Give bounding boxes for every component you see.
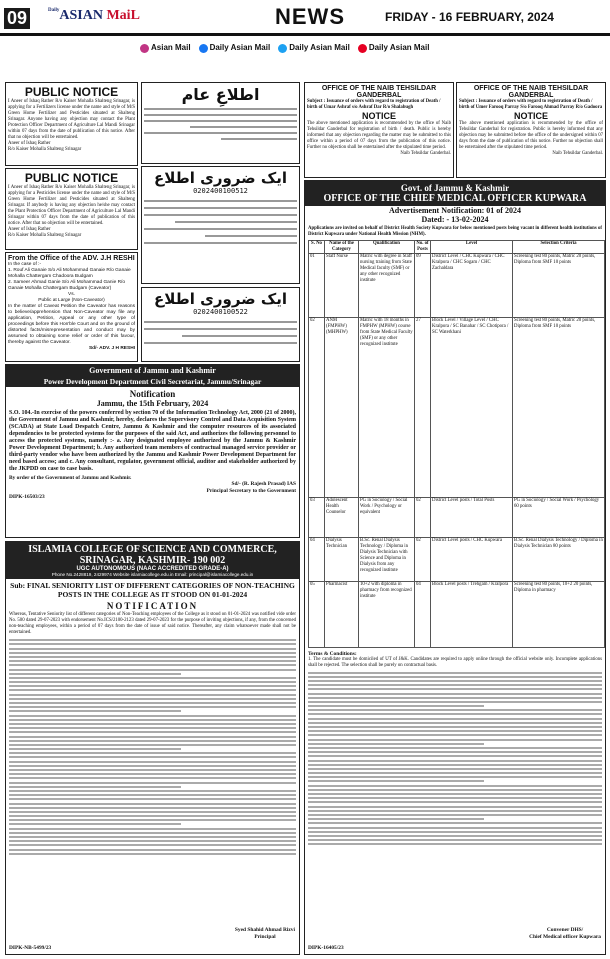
notification-body: S.O. 104.-In exercise of the powers conferred by section 70 of the Information Technology Act, 2000 (21 of 2000), the Government of Jammu and Kashmir, hereby, declares the Supervisory Control and Data Acquisition System (SCADA) at State Load Despatch Centre, Jammu & Kashmir and the computer resources of its associated dependencies to be protected systems for the purposes of the said Act, and authorizes the following personnel to access the protected systems, namely :- a. Any designated employee authorized by the Jammu & Kashmir Power Development Department; b. Any authorized team members of contractual managed service provider or third-party vendor who have been authorized by the Jammu and Kashmir Power Development Department for need based access; and c. Any consultant, regulator, government official, auditor and stakeholder authorized by the JKPDD on case to case basis.	[9, 410, 296, 472]
table-cell: Matric with 18 months in FMPHW (MPHW) course from State Medical Faculty (SMF) or any other recognized institute	[359, 318, 415, 498]
table-cell: Screening test 80 points, 10+2 20 points, Diploma in pharmacy	[513, 582, 605, 648]
text-line	[9, 677, 296, 679]
notice-subject: Subject : Issuance of orders with regard to registration of Death / birth of Umer Farooq Parray S/o Farooq Ahmad Parray R/o Gadoora	[459, 99, 603, 110]
notice-number: 0202400100512	[193, 187, 248, 195]
notice-title: PUBLIC NOTICE	[24, 85, 119, 99]
table-cell: 04	[309, 538, 325, 582]
table-cell: 05	[309, 582, 325, 648]
text-line	[9, 694, 296, 696]
table-cell: 01	[309, 254, 325, 318]
advertisement-date: Dated: - 13-02-2024	[421, 215, 489, 224]
text-line	[9, 673, 181, 675]
text-line	[9, 710, 181, 712]
notice-title: ایک ضروری اطلاع	[153, 169, 287, 187]
text-line	[9, 756, 296, 758]
text-line	[9, 727, 296, 729]
notice-title: اطلاعِ عام	[181, 85, 260, 104]
social-item[interactable]: Daily Asian Mail	[358, 43, 430, 52]
notice-sign-address: R/o Kaiser Mohalla Shalteng Srinagar	[8, 233, 82, 238]
text-line	[9, 823, 181, 825]
table-cell: Pharmacist	[325, 582, 359, 648]
table-row	[309, 254, 605, 318]
notice-number: 0202400100522	[193, 308, 248, 316]
table-cell: 03	[309, 498, 325, 538]
text-line	[9, 752, 296, 754]
text-line	[308, 768, 602, 770]
text-line	[9, 798, 296, 800]
text-line	[308, 793, 602, 795]
table-header-row	[309, 241, 605, 254]
case-label: In the case of :-	[8, 262, 42, 267]
text-line	[9, 815, 296, 817]
text-line	[9, 844, 296, 846]
table-cell: 02	[415, 498, 431, 538]
text-line	[308, 739, 602, 741]
section-title: NEWS	[275, 4, 345, 29]
office-title: OFFICE OF THE CHIEF MEDICAL OFFICER KUPWARA	[323, 193, 587, 204]
text-line	[308, 827, 602, 829]
notice-subject: Subject : Issuance of orders with regard to registration of Death / birth of Umar Ashraf s/o Ashraf Dar R/o Shalabugh	[307, 99, 441, 110]
page-number: 09	[4, 8, 30, 29]
notice-sign: Sd/- ADV. J H RESHI	[88, 346, 135, 351]
text-line	[9, 794, 296, 796]
closing-block	[235, 927, 295, 940]
advertisement-number: Advertisement Notification: 01 of 2024	[389, 206, 521, 215]
header-rule	[0, 33, 610, 36]
text-line	[9, 748, 181, 750]
text-line	[308, 835, 602, 837]
sign-title: Chief Medical officer Kupwara	[529, 933, 601, 940]
social-item[interactable]: Daily Asian Mail	[199, 43, 271, 52]
column-header: Qualification	[359, 241, 415, 254]
text-line	[9, 828, 296, 830]
text-line	[308, 734, 602, 736]
text-line	[308, 806, 602, 808]
sign-title: Principal Secretary to the Government	[206, 487, 296, 494]
order-line: By order of the Government of Jammu and Kashmir.	[9, 475, 132, 481]
notice-sign: Naib Tehsildar Ganderbal.	[400, 151, 451, 156]
text-line	[308, 676, 602, 678]
text-line	[9, 744, 296, 746]
text-line	[308, 672, 602, 674]
terms-heading: Terms & Conditions:	[308, 651, 357, 657]
public-notice-1	[5, 82, 138, 166]
text-line	[9, 769, 296, 771]
cmo-kupwara-advertisement	[304, 180, 606, 955]
text-line	[308, 680, 602, 682]
respondent: Public at Large (Non-Caveator)	[38, 298, 105, 303]
text-line	[9, 639, 296, 641]
text-line	[9, 681, 296, 683]
dipk-number: DIPK-16405/23	[308, 944, 344, 951]
gov-title: Government of Jammu and Kashmir	[6, 365, 299, 376]
text-line	[308, 730, 602, 732]
social-item[interactable]: Asian Mail	[140, 43, 191, 52]
public-notice-2	[5, 168, 138, 250]
text-line	[308, 764, 602, 766]
text-line	[308, 801, 602, 803]
notice-body: The above mentioned application is recommended by the office of Naib Tehsildar Ganderbal for registration of birth / death. Public is hereby informed that any objection regarding the matter may be submitted to this office within a period of 07 days from the publication of this notice. Further no objection shall be entertained after the stipulated time period.	[307, 121, 451, 150]
text-line	[308, 722, 602, 724]
table-cell: 10+2 with diploma in pharmacy from recognized institute	[359, 582, 415, 648]
text-line	[308, 755, 602, 757]
table-cell: District Level posts / Total Posts	[431, 498, 513, 538]
text-line	[9, 740, 296, 742]
text-line	[9, 832, 296, 834]
office-title: OFFICE OF THE NAIB TEHSILDAR GANDERBAL	[321, 85, 437, 99]
college-status: UGC AUTONOMOUS (NAAC ACCREDITED GRADE-A)	[76, 566, 229, 572]
notice-sign-address: R/o Kaiser Mohalla Shalteng Srinagar	[8, 147, 82, 152]
tehsildar-notice-2	[456, 82, 606, 178]
social-bar	[140, 40, 470, 56]
notice-title: NOTICE	[361, 111, 396, 121]
text-line	[9, 786, 181, 788]
text-line	[9, 849, 296, 851]
table-cell: PG in Sociology / Social Work / Psychology or equivalent	[359, 498, 415, 538]
text-line	[308, 726, 602, 728]
dipk-number: DIPK-NB-5499/23	[9, 944, 52, 951]
text-line	[9, 656, 296, 658]
masthead	[4, 2, 154, 32]
text-line	[9, 689, 296, 691]
terms-body: 1. The candidate must be domiciled of UT of J&K. Candidates are required to apply online through the official website only. Incomplete applications shall be rejected. The selection shall be purely on contractual basis.	[308, 657, 602, 669]
party-2: 2. Sameer Ahmad Ganie S/o Ali Mohammad Ganie R/o Ganaie Mohalla Chattergam Budgam (Caveator)	[8, 280, 126, 291]
facebook-icon	[199, 44, 208, 53]
text-line	[9, 652, 296, 654]
text-line	[9, 765, 296, 767]
table-row	[309, 582, 605, 648]
text-line	[308, 772, 602, 774]
table-row	[309, 318, 605, 498]
table-cell: PG in Sociology / Social Work / Psychology 60 points	[513, 498, 605, 538]
text-line	[308, 751, 602, 753]
text-line	[308, 718, 602, 720]
islamia-college-notification	[5, 541, 300, 955]
social-item[interactable]: Daily Asian Mail	[278, 43, 350, 52]
notice-body: I Aneer of Ishaq Rather R/o Kaiser Mohalla Shalteng Srinagar, is applying for a Fertilizers license under the name and style of M/S Green Home Fertilizer and Pesticides situated at Shalteng Srinagar. Anyone having any objection may contact the Plant Protection Officer Department of Agriculture Lal Mandi Srinagar within 07 days from the date of publication of this notice. After that no objection will be entertained.	[8, 99, 135, 140]
text-line	[9, 731, 296, 733]
table-cell: Block Level posts / Trehgam / Kralpora	[431, 582, 513, 648]
text-line	[308, 743, 484, 745]
column-header: Name of the Category	[325, 241, 359, 254]
text-line	[308, 780, 484, 782]
text-line	[9, 836, 296, 838]
text-line	[9, 669, 296, 671]
text-line	[308, 697, 602, 699]
column-header: No. of Posts	[416, 241, 429, 252]
table-cell: Staff Nurse	[325, 254, 359, 318]
column-header: S. No	[309, 241, 325, 254]
posts-table	[308, 240, 605, 648]
text-line	[308, 843, 602, 845]
text-line	[9, 811, 296, 813]
table-cell: Matric with degree in Staff nursing training from State Medical faculty (SMF) or any other recognized institute	[359, 254, 415, 318]
table-cell: 04	[415, 582, 431, 648]
section-heading: NOTIFICATION	[106, 601, 199, 611]
text-line	[9, 773, 296, 775]
closing-block	[529, 927, 601, 940]
text-line	[9, 664, 296, 666]
text-line	[9, 698, 296, 700]
sign-name: Syed Shahid Ahmad Rizvi	[234, 927, 295, 934]
text-line	[9, 643, 296, 645]
notice-title: From the Office of the ADV. J.H RESHI	[8, 255, 135, 262]
text-line	[9, 790, 296, 792]
notice-body: In the matter of Caveat Petition the Caveator has reasons to believe/apprehension that Non-Caveator may file any application, Petition, Appeal or any other type of proceedings before this Hon'ble Court and on the ground of distorted facts/misrepresentation and conduct may by assumed to obtaining some relief or order of this favour, thereby against the Caveator.	[8, 304, 135, 345]
party-1: 1. Rouf Ali Ganaie S/o Ali Mohammad Ganaie R/o Ganaie Mohalla Chattergam Chadoora Budgam	[8, 268, 131, 279]
power-dept-notification	[5, 364, 300, 538]
text-line	[9, 685, 296, 687]
sign-title: Principal	[254, 933, 276, 940]
urdu-notice-2	[141, 166, 300, 284]
text-line	[308, 785, 602, 787]
issue-date: FRIDAY - 16 FEBRUARY, 2024	[385, 10, 554, 24]
office-title: OFFICE OF THE NAIB TEHSILDAR GANDERBAL	[473, 85, 589, 99]
text-line	[9, 803, 296, 805]
column-header: Level	[431, 241, 513, 254]
text-line	[9, 807, 296, 809]
notice-title: ایک ضروری اطلاع	[153, 290, 287, 308]
text-line	[9, 853, 296, 855]
text-line	[9, 782, 296, 784]
column-header: Selection Criteria	[513, 241, 605, 254]
text-line	[9, 715, 296, 717]
table-cell: Dialysis Technician	[325, 538, 359, 582]
table-cell: 02	[415, 538, 431, 582]
table-cell: ANM (FMPHW) (MHPHW)	[325, 318, 359, 498]
table-row	[309, 538, 605, 582]
text-line	[308, 688, 602, 690]
text-line	[308, 814, 602, 816]
table-cell: Screening test 80 points, Matric 20 points, Diploma from SMF 10 points	[513, 254, 605, 318]
table-cell: District Level posts / CHC Kupwara	[431, 538, 513, 582]
tehsildar-notice-1	[304, 82, 454, 178]
text-line	[308, 776, 602, 778]
text-line	[308, 831, 602, 833]
table-cell: District Level / CHC Kupwara / CHC Kralpora / CHC Sogam / CHC Zachaldara	[431, 254, 513, 318]
dept-title: Power Development Department Civil Secretariat, Jammu/Srinagar	[6, 376, 299, 387]
pinterest-icon	[358, 44, 367, 53]
text-line	[308, 693, 602, 695]
subject-line: Sub: FINAL SENIORITY LIST OF DIFFERENT CATEGORIES OF NON-TEACHING POSTS IN THE COLLEGE AS IT STOOD ON 01-01-2024	[10, 581, 295, 599]
text-line	[308, 701, 602, 703]
text-line	[308, 713, 602, 715]
text-line	[308, 839, 602, 841]
advocate-caveat-notice	[5, 252, 138, 362]
notice-body: The above mentioned application is recommended by the office of Tehsildar Ganderbal for registration. Public is hereby informed that any objection may be submitted before the office of the undersigned within 07 days from the date of publication of this notice. Further no objection shall be entertained after the stipulated time period.	[459, 121, 603, 150]
notification-body: Whereas, Tentative Seniority list of different categories of Non-Teaching employees of the College as it stood on 01-01-2024 was notified vide order No. 500 dated 29-07-2023 with endorsement No.ICS/2100-2123 dated 29-07-2023 for the purpose of inviting objections, if any, from the concerned non-teaching employees, within a period of 07 days from the date of issue of said notice. Thereafter, any claim whatsoever made shall not be entertained.	[9, 612, 296, 635]
text-line	[308, 684, 602, 686]
text-line	[308, 818, 484, 820]
instagram-icon	[140, 44, 149, 53]
notice-body: I Aneer of Ishaq Rather R/o Kaiser Mohalla Shalteng Srinagar, is applying for a Pesticides license under the name and style of M/S Green Home Fertilizer and Pesticides situated at Shalteng Srinagar. If anybody is having any objection he/she may contact the Plant Protection Officer Department of Agriculture Lal Mandi Srinagar within 07 days from the date of publication of this notice. After that no objection will be entertained.	[8, 185, 135, 226]
table-cell: 27	[415, 318, 431, 498]
sign-name: Sd/- (R. Rajesh Prasad) IAS	[231, 481, 296, 488]
text-line	[308, 760, 602, 762]
text-line	[9, 706, 296, 708]
intro-text: Applications are invited on behalf of District Health Society Kupwara for below mentioned posts being vacant in different health institutions of District Kupwara under National Health Mission (NHM).	[308, 226, 602, 237]
notification-title: Notification	[129, 389, 176, 399]
text-line	[9, 719, 296, 721]
text-line	[9, 777, 296, 779]
text-line	[308, 789, 602, 791]
place-date: Jammu, the 15th February, 2024	[96, 399, 209, 408]
text-line	[308, 810, 602, 812]
notice-title: NOTICE	[513, 111, 548, 121]
college-title: ISLAMIA COLLEGE OF SCIENCE AND COMMERCE,	[28, 544, 277, 555]
versus: Vs.	[68, 292, 75, 297]
table-row	[309, 498, 605, 538]
brand-logo: $^{Daily}$ASIAN MaiL	[48, 8, 140, 23]
text-line	[308, 747, 602, 749]
text-line	[9, 761, 296, 763]
text-line	[308, 822, 602, 824]
table-cell: 02	[309, 318, 325, 498]
table-cell: B.Sc. Renal Dialysis Technology / Diploma in Dialysis Technician with Science and Diploma in Dialysis from any recognized institute	[359, 538, 415, 582]
sign-name: Convener DHS/	[546, 927, 584, 934]
notice-sign: Aneer of Ishaq Rather	[8, 141, 51, 146]
text-line	[9, 723, 296, 725]
table-cell: B.Sc. Renal Dialysis Technology / Diploma in Dialysis Technician 80 points	[513, 538, 605, 582]
text-line	[9, 819, 296, 821]
text-line	[9, 660, 296, 662]
text-line	[308, 705, 484, 707]
college-address: SRINAGAR, KASHMIR- 190 002	[79, 555, 226, 566]
notice-title: PUBLIC NOTICE	[24, 171, 119, 185]
table-cell: 09	[415, 254, 431, 318]
text-line	[9, 840, 296, 842]
text-line	[308, 709, 602, 711]
dipk-number: DIPK-16503/23	[9, 494, 45, 501]
table-cell: Screening test 80 points, Matric 20 points, Diploma from SMF 10 points	[513, 318, 605, 498]
urdu-notice-3	[141, 287, 300, 362]
text-line	[308, 797, 602, 799]
text-line	[9, 736, 296, 738]
terms-continued	[305, 672, 605, 846]
text-line	[9, 648, 296, 650]
notice-sign: Naib Tehsildar Ganderbal.	[552, 151, 603, 156]
table-cell: Block Level / Village Level / CHC Kralpora / SC Banahar / SC Chotipora / SC Waterkhani	[431, 318, 513, 498]
table-cell: Adolescent Health Counselor	[325, 498, 359, 538]
college-contact: Phone No.2428819, 2429974 Website islamiacollege.edu.in Email: principal@islamiacollege.edu.in	[51, 572, 254, 577]
notification-body-continued	[6, 639, 299, 855]
text-line	[9, 702, 296, 704]
notice-sign: Aneer of Ishaq Rather	[8, 227, 51, 232]
gov-title: Govt. of Jammu & Kashmir	[400, 183, 510, 193]
twitter-icon	[278, 44, 287, 53]
urdu-notice-1	[141, 82, 300, 164]
